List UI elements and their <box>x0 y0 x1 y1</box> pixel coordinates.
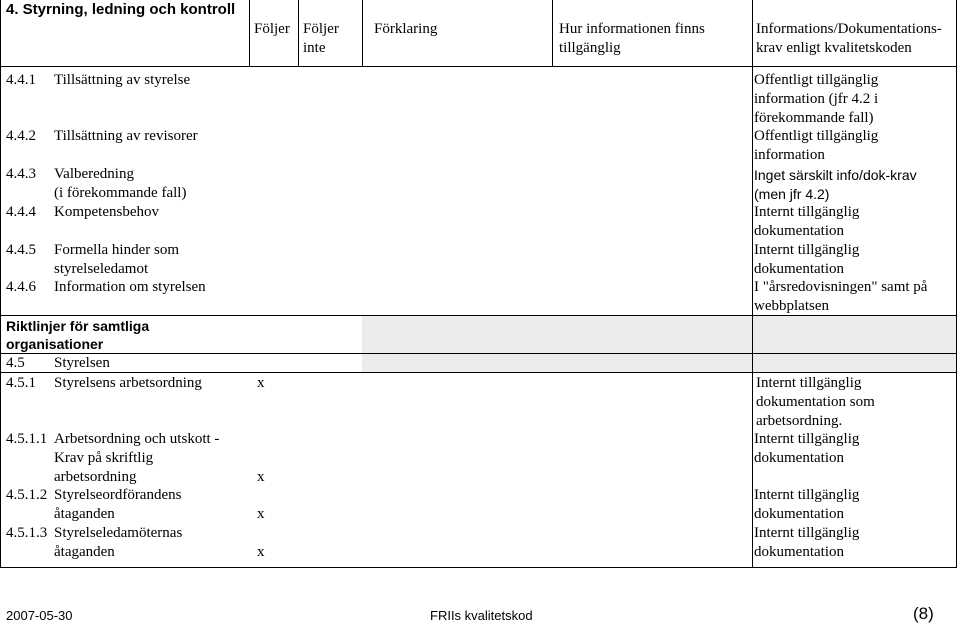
row-label-4511-2: Krav på skriftlig <box>54 450 154 466</box>
header-krav-2: krav enligt kvalitetskoden <box>756 40 912 56</box>
row-krav-4513-2: dokumentation <box>754 544 844 560</box>
row-num-442: 4.4.2 <box>6 128 36 144</box>
col-rule-1 <box>249 0 250 66</box>
row-label-443-2: (i förekommande fall) <box>54 185 187 201</box>
row-krav-446-1: I "årsredovisningen" samt på <box>754 279 928 295</box>
grey-cell-riktlinjer <box>752 316 956 353</box>
row-num-441: 4.4.1 <box>6 72 36 88</box>
row-label-4513-2: åtaganden <box>54 544 115 560</box>
row-krav-4512-2: dokumentation <box>754 506 844 522</box>
row-num-4513: 4.5.1.3 <box>6 525 48 541</box>
header-foljer-inte-1: Följer <box>303 21 339 37</box>
row-label-446: Information om styrelsen <box>54 279 206 295</box>
row-krav-443-1: Inget särskilt info/dok-krav <box>754 167 917 183</box>
row-num-4511: 4.5.1.1 <box>6 431 48 447</box>
grey-cell-styrelsen-mid <box>362 354 752 372</box>
col-rule-2 <box>298 0 299 66</box>
row-krav-4511-1: Internt tillgänglig <box>754 431 860 447</box>
row-krav-443-2: (men jfr 4.2) <box>754 186 830 202</box>
row-label-4513-1: Styrelseledamöternas <box>54 525 183 541</box>
header-forklaring: Förklaring <box>374 21 438 37</box>
row-label-4511-3: arbetsordning <box>54 469 137 485</box>
header-krav-1: Informations/Dokumentations- <box>756 21 942 37</box>
row-foljer-4512: x <box>257 506 265 522</box>
row-num-444: 4.4.4 <box>6 204 36 220</box>
row-krav-441-2: information (jfr 4.2 i <box>754 91 879 107</box>
row-label-451: Styrelsens arbetsordning <box>54 375 202 391</box>
row-krav-451-2: dokumentation som <box>756 394 875 410</box>
riktlinjer-heading-2: organisationer <box>6 336 104 352</box>
header-foljer-inte-2: inte <box>303 40 326 56</box>
row-num-446: 4.4.6 <box>6 279 36 295</box>
row-num-445: 4.4.5 <box>6 242 36 258</box>
footer-org: FRIIs kvalitetskod <box>430 608 533 623</box>
row-krav-451-1: Internt tillgänglig <box>756 375 862 391</box>
row-label-45: Styrelsen <box>54 355 110 371</box>
row-krav-451-3: arbetsordning. <box>756 413 843 429</box>
row-foljer-4511: x <box>257 469 265 485</box>
row-num-4512: 4.5.1.2 <box>6 487 48 503</box>
row-label-4511-1: Arbetsordning och utskott - <box>54 431 220 447</box>
row-foljer-4513: x <box>257 544 265 560</box>
row-label-4512-2: åtaganden <box>54 506 115 522</box>
row-krav-446-2: webbplatsen <box>754 298 829 314</box>
row-krav-441-3: förekommande fall) <box>754 110 874 126</box>
row-num-443: 4.4.3 <box>6 166 36 182</box>
header-hur-1: Hur informationen finns <box>559 21 705 37</box>
row-krav-441-1: Offentligt tillgänglig <box>754 72 879 88</box>
rule-before-styrelsen <box>0 353 957 354</box>
riktlinjer-heading-1: Riktlinjer för samtliga <box>6 318 150 334</box>
section-title: 4. Styrning, ledning och kontroll <box>6 1 236 18</box>
footer-page: (8) <box>913 604 934 623</box>
border-left <box>0 0 1 568</box>
row-num-451: 4.5.1 <box>6 375 36 391</box>
row-label-443-1: Valberedning <box>54 166 134 182</box>
grey-cell-riktlinjer-mid <box>362 316 752 353</box>
row-num-45: 4.5 <box>6 355 25 371</box>
border-right <box>956 0 957 568</box>
row-krav-4511-2: dokumentation <box>754 450 844 466</box>
row-krav-4513-1: Internt tillgänglig <box>754 525 860 541</box>
col-rule-4 <box>552 0 553 66</box>
row-krav-445-2: dokumentation <box>754 261 844 277</box>
row-krav-442-1: Offentligt tillgänglig <box>754 128 879 144</box>
row-foljer-451: x <box>257 375 265 391</box>
row-label-445-2: styrelseledamot <box>54 261 149 277</box>
col-rule-3 <box>362 0 363 66</box>
row-label-444: Kompetensbehov <box>54 204 159 220</box>
footer-date: 2007-05-30 <box>6 608 73 623</box>
row-krav-442-2: information <box>754 147 825 163</box>
row-label-4512-1: Styrelseordförandens <box>54 487 182 503</box>
row-label-442: Tillsättning av revisorer <box>54 128 198 144</box>
row-label-441: Tillsättning av styrelse <box>54 72 191 88</box>
row-krav-445-1: Internt tillgänglig <box>754 242 860 258</box>
header-rule <box>0 66 957 67</box>
row-krav-4512-1: Internt tillgänglig <box>754 487 860 503</box>
rule-after-styrelsen <box>0 372 957 373</box>
border-bottom <box>0 567 957 568</box>
row-krav-444-1: Internt tillgänglig <box>754 204 860 220</box>
grey-cell-styrelsen <box>752 354 956 372</box>
row-label-445-1: Formella hinder som <box>54 242 179 258</box>
header-hur-2: tillgänglig <box>559 40 621 56</box>
header-foljer: Följer <box>254 21 290 37</box>
col-rule-5 <box>752 0 753 568</box>
row-krav-444-2: dokumentation <box>754 223 844 239</box>
